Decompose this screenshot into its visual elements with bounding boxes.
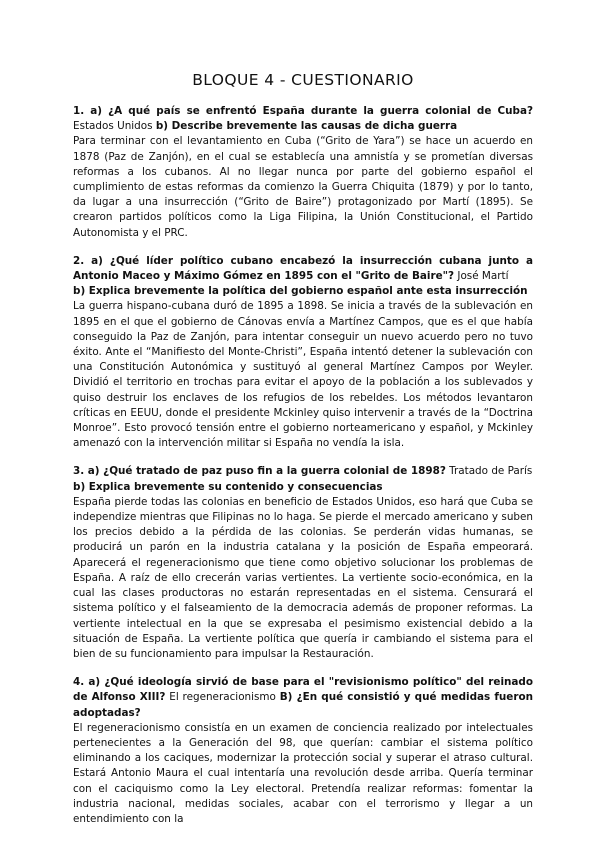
question-3b-text: b) Explica brevemente su contenido y consecuencias bbox=[73, 480, 383, 493]
answer-3b-text: España pierde todas las colonias en beneficio de Estados Unidos, eso hará que Cuba se independize mientras que Filipinas no lo haga. Se pierde el mercado americano y suben los precios debido a la pérdida de las colonias. Se perderán vidas humanas, se producirá un parón en la industria catalana y la posición de España empeorará. Aparecerá el regeneracionismo que tiene como objetivo solucionar los problemas de España. A raíz de ello crecerán varias vertientes. La vertiente socio-económica, en la cual las clases productoras no estarán representadas en el sistema. Censurará el sistema político y el falseamiento de la democracia además de proponer reformas. La vertiente intelectual en la que se expresaba el pesimismo existencial debido a la situación de España. La vertiente política que quería ir cambiando el sistema para el bien de su funcionamiento para impulsar la Restauración. bbox=[73, 495, 533, 660]
answer-1a-text: Estados Unidos bbox=[73, 120, 156, 133]
question-2 bbox=[73, 254, 533, 452]
document-page bbox=[73, 70, 533, 840]
answer-2a-text: José Martí bbox=[454, 270, 509, 283]
question-2b-line bbox=[73, 284, 533, 299]
question-3 bbox=[73, 464, 533, 662]
question-1b-text: b) Describe brevemente las causas de dicha guerra bbox=[155, 120, 458, 133]
answer-4b-text: El regeneracionismo consistía en un examen de conciencia realizado por intelectuales pertenecientes a la Generación del 98, que querían: cambiar el sistema político eliminando a los caciques, modernizar la protección social y superar el atraso cultural. Estará Antonio Maura el cual intentaría una revolución desde arriba. Quería terminar con el caciquismo como la Ley electoral. Pretendía realizar reformas: fomentar la industria nacional, medidas sociales, acabar con el terrorismo y llegar a un entendimiento con la bbox=[73, 721, 533, 825]
question-1a-text: 1. a) ¿A qué país se enfrentó España durante la guerra colonial de Cuba? bbox=[73, 105, 533, 117]
answer-2b-text: La guerra hispano-cubana duró de 1895 a 1898. Se inicia a través de la sublevación en 1895 en el que el gobierno de Cánovas envía a Martínez Campos, que es el que había conseguido la Paz de Zanjón, para intentar conseguir un nuevo acuerdo pero no tuvo éxito. Ante el “Manifiesto del Monte-Christi”, España intentó detener la sublevación con una Constitución Autonómica y sustituyó al general Martínez Campos por Weyler. Dividió el territorio en trochas para evitar el apoyo de la población a los sublevados y quiso destruir los enclaves de los refugios de los rebeldes. Los métodos levantaron críticas en EEUU, donde el presidente Mckinley quiso intervenir a través de la “Doctrina Monroe”. Esto provocó tensión entre el gobierno norteamericano y español, y Mckinley amenazó con la intervención militar si España no vendía la isla. bbox=[73, 300, 533, 450]
question-4a-text: 4. a) ¿Qué ideología sirvió de base para el "revisionismo político" del reinado de Alfonso XIII? bbox=[73, 676, 533, 704]
page-title: BLOQUE 4 - CUESTIONARIO bbox=[192, 71, 414, 89]
question-3b-line bbox=[73, 480, 533, 495]
question-4b-text: B) ¿En qué consistió y qué medidas fueron adoptadas? bbox=[73, 691, 533, 719]
question-2-header bbox=[73, 254, 533, 284]
question-2a-text: 2. a) ¿Qué líder político cubano encabezó la insurrección cubana junto a Antonio Maceo y Máximo Gómez en 1895 con el "Grito de Baire"? bbox=[73, 254, 533, 283]
question-3a-text: 3. a) ¿Qué tratado de paz puso fin a la guerra colonial de 1898? bbox=[73, 465, 446, 478]
answer-4a-text: El regeneracionismo bbox=[165, 691, 280, 704]
question-2b-text: b) Explica brevemente la política del gobierno español ante esta insurrección bbox=[73, 285, 528, 298]
question-4-header bbox=[73, 675, 533, 721]
question-4 bbox=[73, 675, 533, 827]
answer-1b-text: Para terminar con el levantamiento en Cuba (“Grito de Yara”) se hace un acuerdo en 1878 (Paz de Zanjón), en el cual se establecía una amnistía y se prometían diversas reformas a los cubanos. Al no llegar nunca por parte del gobierno español el cumplimiento de estas reformas da comienzo la Guerra Chiquita (1879) y por lo tanto, da lugar a una insurrección (“Grito de Baire”) protagonizado por Martí (1895). Se crearon partidos políticos como la Liga Filipina, la Unión Constitucional, el Partido Autonomista y el PRC. bbox=[73, 135, 533, 239]
question-3-header bbox=[73, 464, 533, 479]
answer-3a-text: Tratado de París bbox=[445, 465, 533, 478]
question-1 bbox=[73, 104, 533, 241]
question-1-header bbox=[73, 104, 533, 134]
